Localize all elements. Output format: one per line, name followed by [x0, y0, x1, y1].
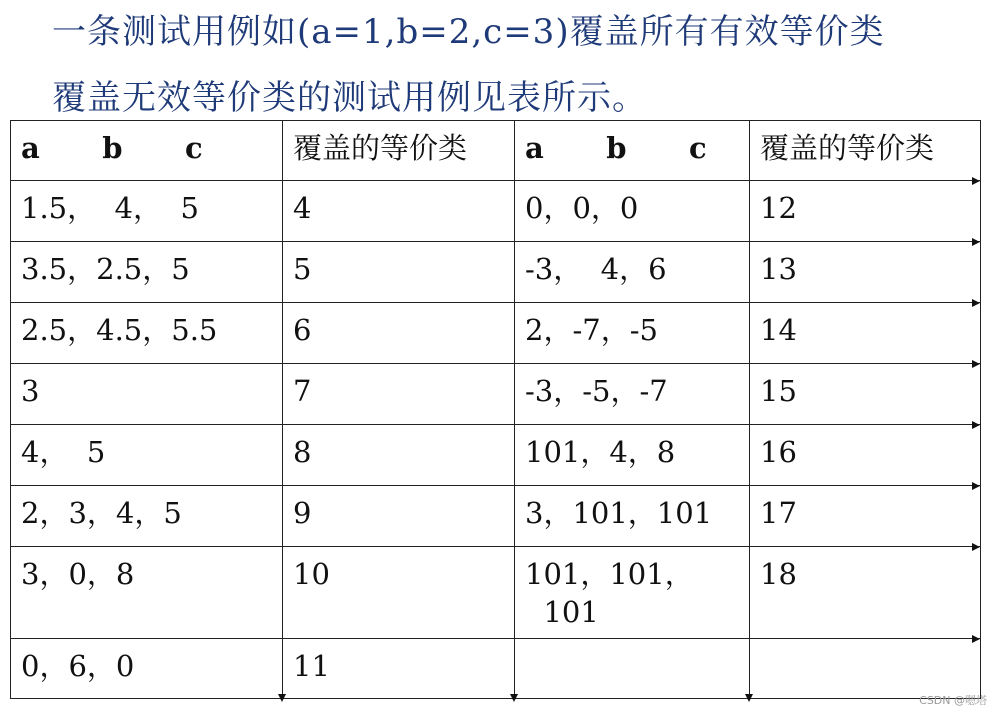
header-abc-left: a b c	[11, 121, 283, 181]
table-row	[11, 547, 981, 639]
table-cell: 2.5，4.5，5.5	[11, 303, 283, 364]
arrow-right-icon	[972, 177, 980, 185]
header-classes-left: 覆盖的等价类	[283, 121, 515, 181]
table-row	[11, 639, 981, 699]
table-cell: -3，-5，-7	[515, 364, 750, 425]
table-cell: 12	[750, 181, 981, 242]
table-row	[11, 181, 981, 242]
test-case-table	[10, 120, 981, 699]
table-cell: 101，101， 101	[515, 547, 750, 639]
table-cell: 11	[283, 639, 515, 699]
table-cell: 14	[750, 303, 981, 364]
table-cell: 13	[750, 242, 981, 303]
table-cell: 16	[750, 425, 981, 486]
table-cell: 8	[283, 425, 515, 486]
table-cell: 10	[283, 547, 515, 639]
table-cell: 0，6，0	[11, 639, 283, 699]
watermark: CSDN @嗯塔	[919, 694, 987, 707]
table-row	[11, 303, 981, 364]
table-cell: -3， 4，6	[515, 242, 750, 303]
title-line-2: 覆盖无效等价类的测试用例见表所示。	[52, 78, 647, 118]
table-cell: 18	[750, 547, 981, 639]
table-cell: 3	[11, 364, 283, 425]
table-row	[11, 486, 981, 547]
table-cell: 5	[283, 242, 515, 303]
table-cell: 6	[283, 303, 515, 364]
table-cell: 4	[283, 181, 515, 242]
table-cell: 101，4，8	[515, 425, 750, 486]
table-cell: 9	[283, 486, 515, 547]
table-cell: 1.5， 4， 5	[11, 181, 283, 242]
table-cell	[750, 639, 981, 699]
table-cell: 4， 5	[11, 425, 283, 486]
table-cell: 7	[283, 364, 515, 425]
table-row	[11, 425, 981, 486]
header-abc-right: a b c	[515, 121, 750, 181]
table-cell: 3，101，101	[515, 486, 750, 547]
table-cell: 3.5，2.5，5	[11, 242, 283, 303]
arrow-right-icon	[972, 238, 980, 246]
arrow-right-icon	[972, 543, 980, 551]
arrow-down-icon	[510, 694, 518, 702]
table-cell: 2，-7，-5	[515, 303, 750, 364]
table-header-row	[11, 121, 981, 181]
table-cell	[515, 639, 750, 699]
table-row	[11, 242, 981, 303]
table-cell: 17	[750, 486, 981, 547]
arrow-right-icon	[972, 421, 980, 429]
table-cell: 15	[750, 364, 981, 425]
arrow-down-icon	[278, 694, 286, 702]
arrow-right-icon	[972, 635, 980, 643]
table-cell: 2，3，4，5	[11, 486, 283, 547]
table-cell: 0，0，0	[515, 181, 750, 242]
arrow-right-icon	[972, 360, 980, 368]
arrow-right-icon	[972, 299, 980, 307]
table-row	[11, 364, 981, 425]
arrow-down-icon	[745, 694, 753, 702]
header-classes-right: 覆盖的等价类	[750, 121, 981, 181]
title-line-1: 一条测试用例如(a=1,b=2,c=3)覆盖所有有效等价类	[52, 12, 885, 52]
arrow-right-icon	[972, 482, 980, 490]
table-cell: 3，0，8	[11, 547, 283, 639]
